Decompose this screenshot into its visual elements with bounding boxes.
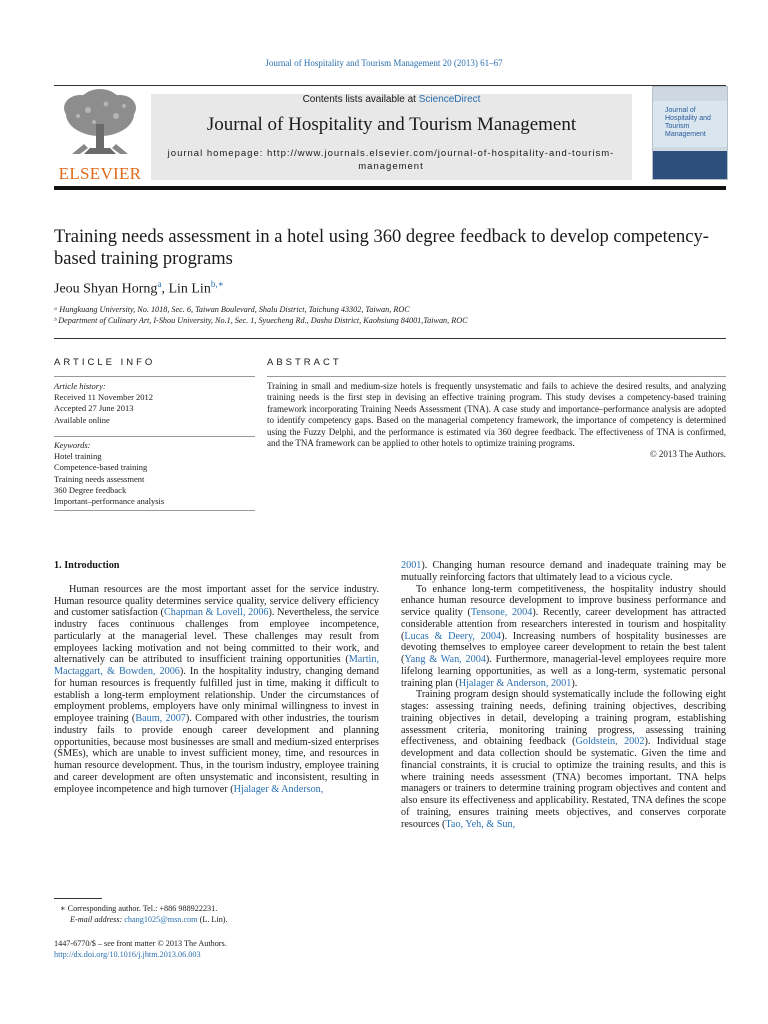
abstract-heading: ABSTRACT [267, 357, 342, 368]
elsevier-tree-icon [54, 88, 146, 160]
article-history [54, 381, 153, 426]
text-run: ). Compared with other industries, the tourism industry fails to provide enough career development and planning opportunities, because most businesses are small and medium-sized enterprises (SMEs), which are unable to invest sufficient money, time, and resources in human resource development. Thus, in the tourism industry, employee training and career development are often unsystematic and inconsistent, resulting in employee incompetence and high turnover ( [54, 713, 379, 795]
citation-link[interactable]: Tao, Yeh, & Sun, [445, 818, 516, 830]
paragraph [401, 560, 726, 584]
journal-homepage-link[interactable]: journal homepage: http://www.journals.elsevier.com/journal-of-hospitality-and-tourism-management [167, 148, 615, 172]
text-run: ). Increasing numbers of hospitality businesses are devoting themselves to employee career development to retain the best talent ( [401, 630, 726, 665]
info-rule [54, 436, 255, 437]
author-list: Jeou Shyan Horng$^a$, Lin Lin$^{b,∗}$ [54, 279, 224, 297]
received-date: Received 11 November 2012 [54, 392, 154, 403]
citation-link[interactable]: Hjalager & Anderson, [233, 783, 324, 795]
section-heading-introduction: 1. Introduction [54, 560, 120, 571]
article-info-heading: ARTICLE INFO [54, 357, 156, 368]
email-note [70, 914, 228, 925]
online-date: Available online [54, 414, 110, 425]
copyright-line: © 2013 The Authors. [649, 449, 726, 460]
email-label: E-mail address: [70, 915, 125, 924]
publisher-name: ELSEVIER [58, 164, 142, 183]
keyword: 360 Degree feedback [54, 484, 127, 495]
paragraph [401, 689, 726, 830]
author-affil-marker[interactable]: b,∗ [210, 279, 224, 289]
info-rule [54, 376, 255, 377]
email-link[interactable]: chang1025@msn.com [124, 915, 198, 924]
text-run: ). [571, 677, 578, 689]
citation-link[interactable]: 2001 [401, 560, 422, 571]
journal-cover-thumbnail [652, 86, 728, 180]
doi-link[interactable]: http://dx.doi.org/10.1016/j.jhtm.2013.06.003 [54, 950, 201, 959]
text-run: ). Changing human resource demand and inadequate training may be mutually reinforcing factors that ultimately lead to a vicious cycle. [401, 560, 726, 583]
keyword: Important–performance analysis [54, 496, 165, 507]
keyword: Competence-based training [54, 462, 148, 473]
accepted-date: Accepted 27 June 2013 [54, 403, 134, 414]
journal-title: Journal of Hospitality and Tourism Management [206, 114, 577, 135]
keyword: Hotel training [54, 451, 102, 462]
abstract-body [267, 381, 726, 461]
text-run: ). Recently, career development has attracted considerable attention from researchers interested in tourism and hospitality ( [401, 607, 726, 642]
author-name: Jeou Shyan Horng [54, 281, 158, 297]
keywords-block [54, 440, 164, 507]
email-suffix: (L. Lin). [197, 915, 228, 924]
body-column-right [401, 560, 726, 830]
citation-link[interactable]: Martin, Mactaggart, & Bowden, 2006 [54, 654, 379, 677]
corresponding-author-note: ∗ Corresponding author. Tel.: +886 988922231. [60, 904, 218, 913]
abstract-paragraph: Training in small and medium-size hotels is frequently unsystematic and fails to achieve the desired results, and analyzing training needs is the first step in devising an effective training program. This study devises a competency-based training framework incorporating Training Needs Assessment (TNA). A case study and importance–performance analysis are adopted to identify competency gaps. Based on the managerial competency framework, the importance of competency is determined using the Fuzzy Delphi, and the performance is estimated via 360 degree feedback. The effectiveness of TNA is confirmed, and the TNA framework can be applied to other hotels to optimize training programs. [267, 381, 726, 449]
body-column-left [54, 560, 379, 795]
keywords-label: Keywords: [54, 440, 91, 450]
cover-bottom-band [653, 151, 727, 179]
header-thick-rule [54, 186, 726, 190]
citation-link[interactable]: Lucas & Deery, 2004 [404, 630, 502, 642]
text-run: ). In the hospitality industry, changing demand for human resources is frequently fulfilled just in time, making it difficult to establish a long-term employment relationship. Under the circumstances of employment problems, employers have only minimal willingness to invest in employee training ( [54, 666, 379, 724]
author-name: Lin Lin [168, 281, 211, 297]
abstract-rule [267, 376, 726, 377]
keyword: Training needs assessment [54, 473, 145, 484]
affiliation-b: ᵇ Department of Culinary Art, I-Shou University, No.1, Sec. 1, Syuecheng Rd., Dashu District, Kaohsiung 84001,Taiwan, ROC [54, 316, 468, 325]
citation-link[interactable]: Chapman & Lovell, 2006 [163, 607, 269, 619]
contents-line [151, 94, 632, 105]
text-run: ). Furthermore, managerial-level employees require more lifelong learning opportunities, as well as a long-term, systematic personal training plan ( [401, 654, 727, 689]
citation-link[interactable]: Yang & Wan, 2004 [404, 654, 486, 665]
text-run: ). Nevertheless, the service industry faces continuous challenges from employee incompetence, particularly at the managerial level. These challenges may result from employees lacking motivation and not being committed to their work, and alternatively can be attributed to insufficient training opportunities ( [54, 607, 379, 666]
citation-link[interactable]: Goldstein, 2002 [575, 736, 645, 748]
journal-citation-line[interactable]: Journal of Hospitality and Tourism Management 20 (2013) 61–67 [265, 58, 503, 68]
top-rule [54, 85, 726, 86]
citation-link[interactable]: Baum, 2007 [135, 713, 186, 724]
affiliation-a: ᵃ Hungkuang University, No. 1018, Sec. 6, Taiwan Boulevard, Shalu District, Taichung 43302, Taiwan, ROC [54, 305, 410, 314]
text-run: Human resources are the most important asset for the service industry. Human resource quality determines service quality, service delivery efficiency and customer satisfaction ( [54, 583, 379, 619]
contents-prefix: Contents lists available at [302, 94, 419, 105]
paragraph [401, 584, 726, 690]
author-affil-marker[interactable]: a [157, 279, 162, 289]
journal-masthead [151, 94, 632, 180]
footnote-rule [54, 898, 102, 899]
article-title: Training needs assessment in a hotel using 360 degree feedback to develop competency-based training programs [54, 227, 709, 269]
info-rule [54, 510, 255, 511]
text-run: To enhance long-term competitiveness, the hospitality industry should enhance human resource development to improve business performance and service quality ( [401, 583, 726, 618]
sciencedirect-link[interactable]: ScienceDirect [418, 94, 481, 105]
citation-link[interactable]: Tensone, 2004 [470, 607, 533, 618]
text-run: Training program design should systematically include the following eight stages: assessing training needs, defining training objectives, describing training objectives in detail, developing a training program, establishing assessment criteria, monitoring training progress, assessing training effectiveness, and obtaining feedback ( [401, 689, 726, 748]
publisher-logo [54, 88, 146, 184]
cover-title: Journal of Hospitality and Tourism Management [665, 107, 711, 138]
paragraph [54, 584, 379, 796]
history-label: Article history: [54, 381, 106, 391]
section-rule [54, 338, 726, 339]
text-run: ). Individual stage development and data collection should be systematic. Given the time and financial constraints, it is crucial to optimize the training results, and this is where training needs assessment (TNA) becomes important. TNA helps managers or trainers to determine training program objectives and content and also ensure its effectiveness and applicability. Restated, TNA defines the scope of training, ensures training meets objectives, and conserves corporate resources ( [401, 736, 727, 830]
issn-line: 1447-6770/$ – see front matter © 2013 The Authors. [54, 939, 227, 948]
citation-link[interactable]: Hjalager & Anderson, 2001 [458, 677, 572, 689]
